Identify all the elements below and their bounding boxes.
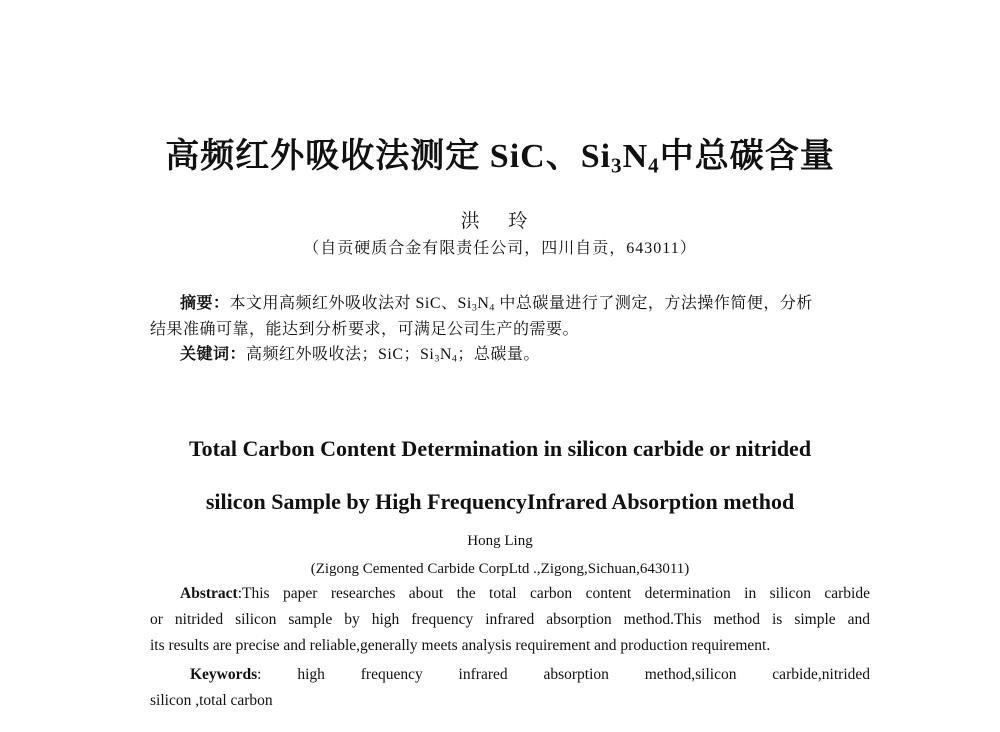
chinese-affiliation: （自贡硬质合金有限责任公司，四川自贡，643011） bbox=[303, 240, 697, 257]
english-abstract-line-1 bbox=[180, 585, 870, 603]
chinese-keywords-subscript-3: 3 bbox=[434, 353, 440, 365]
english-keywords-line-1 bbox=[190, 666, 870, 684]
chinese-keywords-subscript-4: 4 bbox=[451, 353, 458, 365]
chinese-title-subscript-3: 3 bbox=[611, 153, 623, 178]
chinese-abstract-label: 摘要： bbox=[180, 295, 230, 312]
english-keywords-label: Keywords bbox=[190, 666, 258, 683]
chinese-abstract-line-2: 结果准确可靠，能达到分析要求，可满足公司生产的需要。 bbox=[150, 321, 580, 338]
english-title-line-2: silicon Sample by High FrequencyInfrared Absorption method bbox=[205, 489, 795, 514]
english-keywords-text-1: : high frequency infrared absorption method,silicon carbide,nitrided bbox=[257, 666, 870, 683]
chinese-abstract-text-a: 本文用高频红外吸收法对 SiC、Si bbox=[229, 295, 472, 312]
chinese-abstract-n: N bbox=[477, 295, 490, 312]
english-abstract-line-2: or nitrided silicon sample by high frequency infrared absorption method.This method is simple and bbox=[150, 611, 870, 628]
chinese-abstract-line-1 bbox=[180, 290, 813, 313]
english-abstract-text-1: :This paper researches about the total carbon content determination in silicon carbide bbox=[237, 585, 870, 602]
chinese-abstract-subscript-4: 4 bbox=[489, 302, 495, 314]
english-title-line-1: Total Carbon Content Determination in silicon carbide or nitrided bbox=[188, 436, 812, 461]
chinese-keywords-label: 关键词： bbox=[180, 346, 247, 363]
english-abstract-line-3: its results are precise and reliable,generally meets analysis requirement and production requirement. bbox=[150, 637, 771, 654]
chinese-abstract-subscript-3: 3 bbox=[471, 302, 478, 314]
chinese-title-main: 高频红外吸收法测定 SiC、Si bbox=[165, 138, 612, 175]
chinese-keywords-n: N bbox=[439, 346, 452, 363]
english-abstract-label: Abstract bbox=[180, 585, 238, 602]
chinese-keywords bbox=[180, 341, 540, 364]
english-affiliation: (Zigong Cemented Carbide CorpLtd .,Zigong,Sichuan,643011) bbox=[310, 561, 690, 577]
english-author: Hong Ling bbox=[467, 533, 533, 549]
chinese-title-subscript-4: 4 bbox=[648, 153, 660, 178]
english-keywords-line-2: silicon ,total carbon bbox=[150, 692, 273, 709]
chinese-title-n: N bbox=[622, 138, 649, 175]
chinese-keywords-text-a: 高频红外吸收法；SiC；Si bbox=[246, 346, 435, 363]
chinese-author: 洪 玲 bbox=[460, 211, 540, 232]
chinese-title-tail: 中总碳含量 bbox=[659, 138, 835, 175]
chinese-title bbox=[0, 128, 1000, 177]
chinese-keywords-text-c: ；总碳量。 bbox=[457, 346, 540, 363]
chinese-abstract-text-c: 中总碳量进行了测定，方法操作简便，分析 bbox=[494, 295, 813, 312]
